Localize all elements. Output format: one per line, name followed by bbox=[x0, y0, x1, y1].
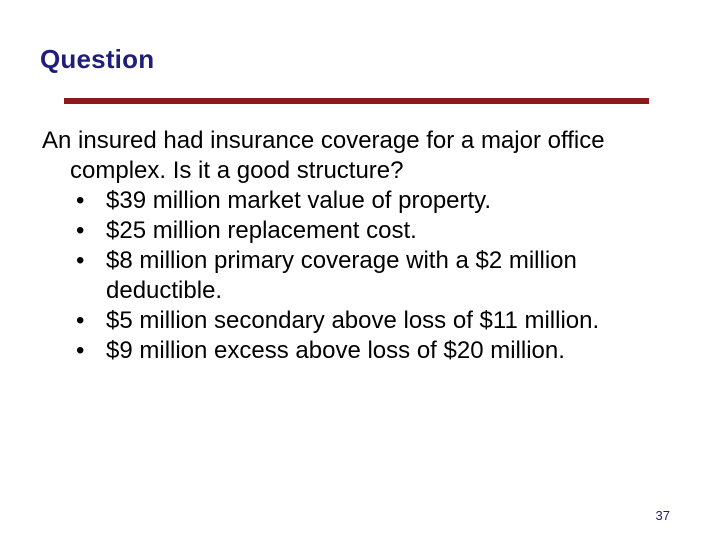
bullet-item bbox=[42, 306, 692, 336]
bullet-text: $8 million primary coverage with a $2 million deductible. bbox=[106, 247, 577, 304]
title-divider bbox=[64, 98, 649, 104]
bullet-icon: • bbox=[76, 247, 85, 274]
bullet-icon: • bbox=[76, 187, 85, 214]
slide-title: Question bbox=[40, 44, 155, 74]
bullet-icon: • bbox=[76, 217, 85, 244]
bullet-item bbox=[42, 336, 692, 366]
page-number: 37 bbox=[655, 508, 670, 523]
slide-body bbox=[42, 126, 692, 366]
intro-paragraph: An insured had insurance coverage for a major office complex. Is it a good structure? bbox=[42, 127, 605, 184]
bullet-list bbox=[42, 186, 692, 366]
bullet-item bbox=[42, 216, 692, 246]
bullet-text: $25 million replacement cost. bbox=[106, 217, 417, 244]
bullet-item bbox=[42, 246, 692, 306]
bullet-text: $5 million secondary above loss of $11 million. bbox=[106, 307, 600, 334]
bullet-text: $39 million market value of property. bbox=[106, 187, 492, 214]
bullet-item bbox=[42, 186, 692, 216]
bullet-icon: • bbox=[76, 307, 85, 334]
bullet-icon: • bbox=[76, 337, 85, 364]
bullet-text: $9 million excess above loss of $20 million. bbox=[106, 337, 565, 364]
